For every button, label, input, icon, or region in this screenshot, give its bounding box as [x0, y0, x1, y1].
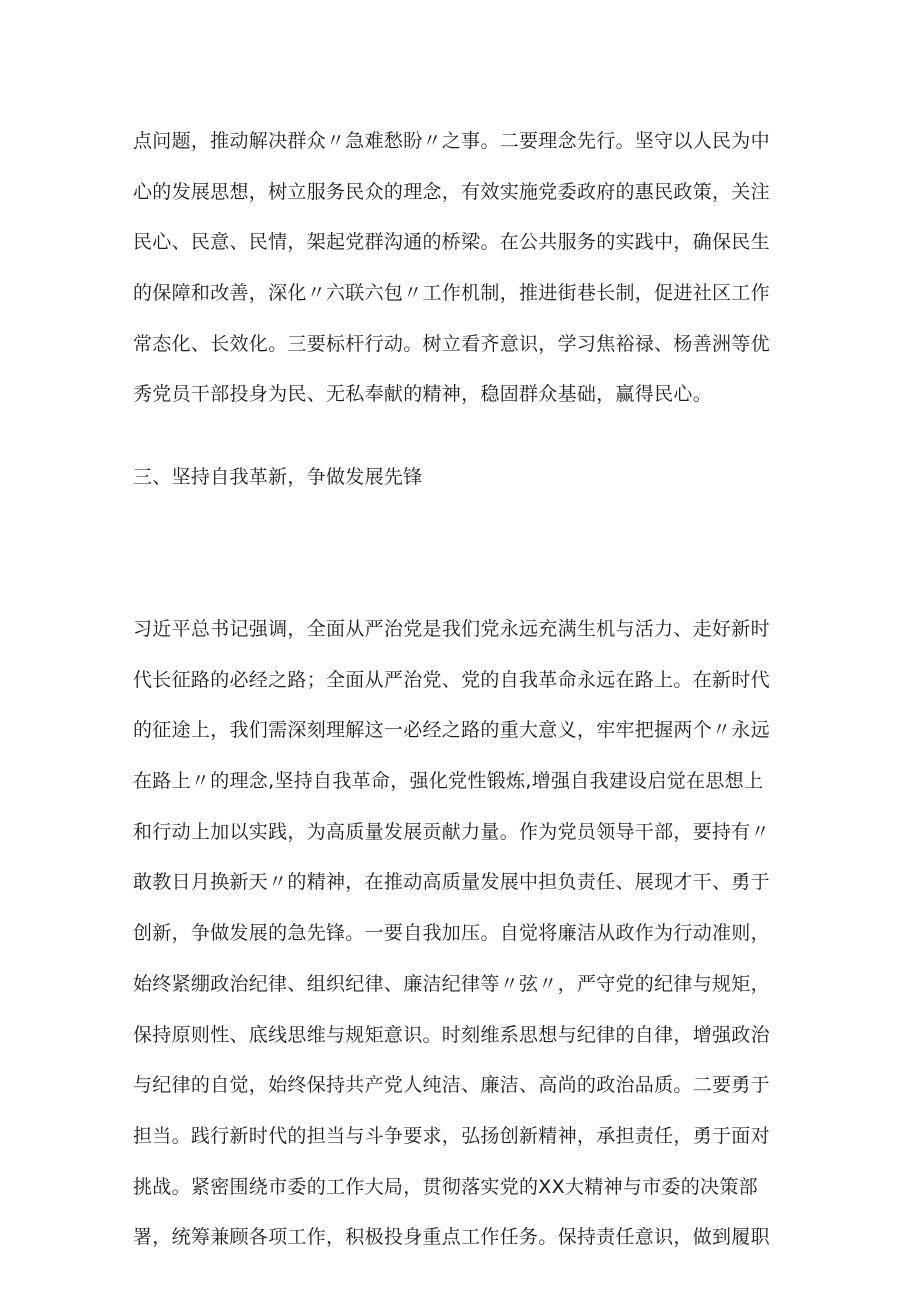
text-line: 在路上〃的理念,坚持自我革命，强化党性锻炼,增强自我建设启觉在思想上 [133, 770, 764, 793]
text-line: 点问题，推动解决群众〃急难愁盼〃之事。二要理念先行。坚守以人民为中 [133, 130, 770, 152]
text-line: 的保障和改善，深化〃六联六包〃工作机制，推进街巷长制，促进社区工作 [133, 282, 770, 305]
text-line: 和行动上加以实践，为高质量发展贡献力量。作为党员领导干部，要持有〃 [133, 820, 770, 843]
text-line: 署，统筹兼顾各项工作，积极投身重点工作任务。保持责任意识，做到履职 [133, 1226, 770, 1249]
text-line: 始终紧绷政治纪律、组织纪律、廉洁纪律等〃弦〃，严守党的纪律与规矩， [133, 972, 770, 995]
text-line: 习近平总书记强调，全面从严治党是我们党永远充满生机与活力、走好新时 [133, 618, 770, 640]
text-line: 民心、民意、民情，架起党群沟通的桥梁。在公共服务的实践中，确保民生 [133, 231, 770, 254]
text-line: 担当。践行新时代的担当与斗争要求，弘扬创新精神，承担责任，勇于面对 [133, 1124, 770, 1147]
text-line: 代长征路的必经之路；全面从严治党、党的自我革命永远在路上。在新时代 [133, 668, 770, 691]
text-line: 创新，争做发展的急先锋。一要自我加压。自觉将廉洁从政作为行动准则， [133, 922, 770, 945]
text-line: 挑战。紧密围绕市委的工作大局，贯彻落实党的XX大精神与市委的决策部 [133, 1175, 758, 1198]
text-line: 心的发展思想，树立服务民众的理念，有效实施党委政府的惠民政策，关注 [133, 180, 770, 203]
text-line: 与纪律的自觉，始终保持共产党人纯洁、廉洁、高尚的政治品质。二要勇于 [133, 1074, 770, 1097]
paragraph-2 [133, 604, 803, 1263]
text-line: 的征途上，我们需深刻理解这一必经之路的重大意义，牢牢把握两个〃永远 [133, 719, 770, 742]
paragraph-1 [133, 116, 803, 420]
text-line: 保持原则性、底线思维与规矩意识。时刻维系思想与纪律的自律，增强政治 [133, 1023, 770, 1046]
text-line: 敢教日月换新天〃的精神，在推动高质量发展中担负责任、展现才干、勇于 [133, 871, 770, 894]
section-heading [133, 452, 803, 503]
text-line: 常态化、长效化。三要标杆行动。树立看齐意识，学习焦裕禄、杨善洲等优 [133, 332, 770, 355]
text-line: 秀党员干部投身为民、无私奉献的精神，稳固群众基础，赢得民心。 [133, 383, 713, 406]
section-heading-text: 三、坚持自我革新，争做发展先锋 [133, 466, 423, 488]
